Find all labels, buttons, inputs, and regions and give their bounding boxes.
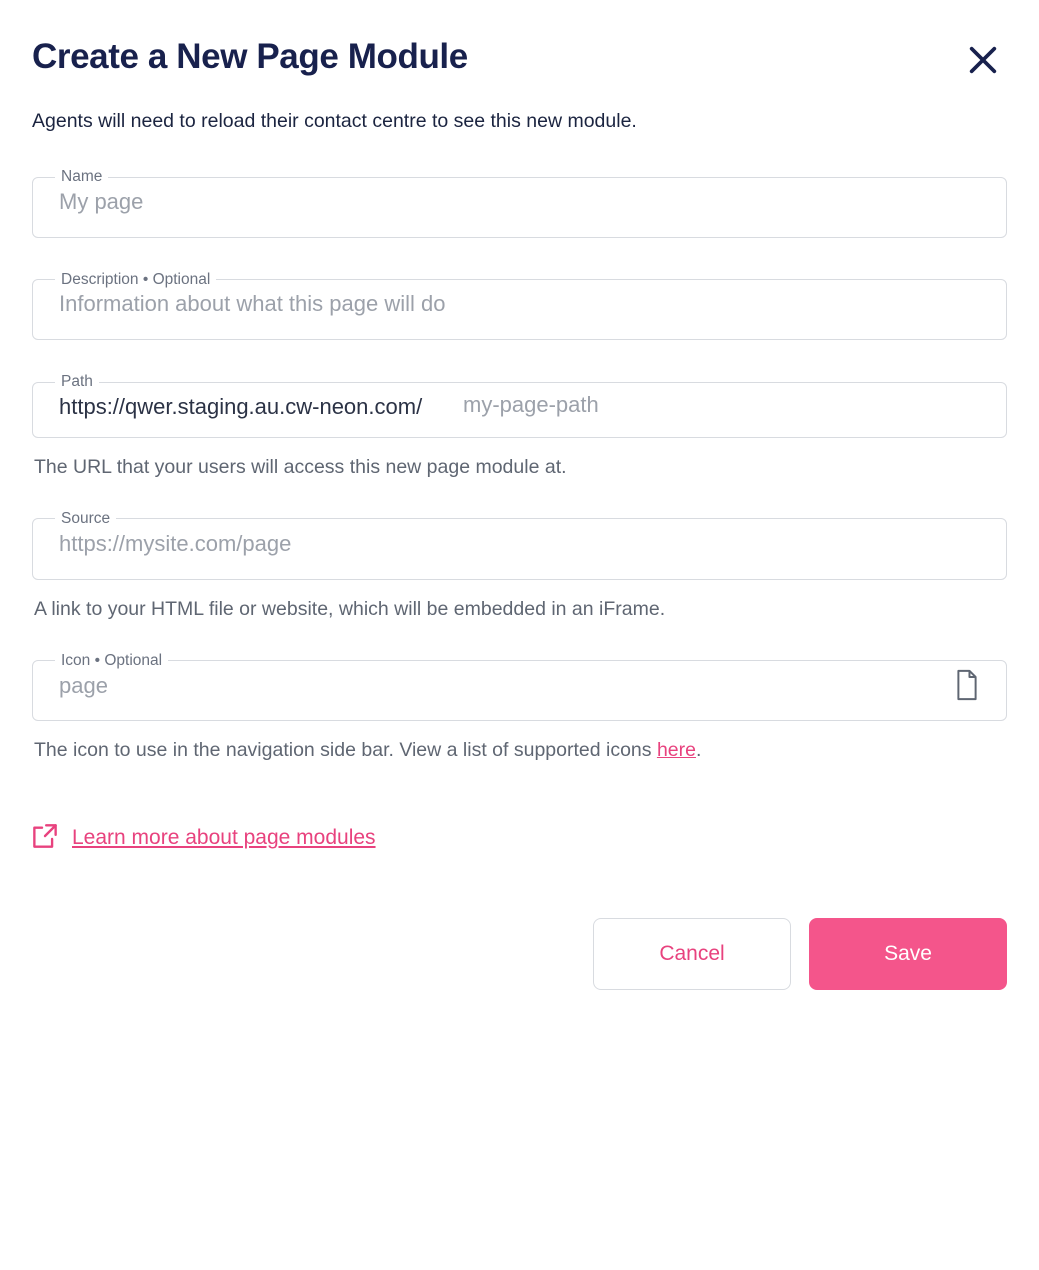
source-fieldset	[32, 511, 1007, 580]
name-fieldset	[32, 169, 1007, 238]
path-fieldset	[32, 374, 1007, 438]
dialog-subtitle: Agents will need to reload their contact centre to see this new module.	[32, 110, 637, 132]
cancel-button[interactable]: Cancel	[593, 918, 791, 990]
icon-label: Icon • Optional	[61, 651, 163, 669]
source-field-block	[32, 511, 1007, 623]
page-icon	[950, 668, 984, 702]
icon-field-block	[32, 653, 1007, 765]
external-link-icon	[32, 823, 58, 854]
close-icon	[966, 43, 1000, 77]
icon-helper-after: .	[695, 739, 702, 762]
path-field-block	[32, 374, 1007, 481]
dialog-actions	[32, 918, 1007, 990]
source-input[interactable]	[33, 527, 1006, 579]
icon-helper-before: The icon to use in the navigation side bar. View a list of supported icons	[34, 739, 657, 762]
path-label: Path	[61, 373, 93, 391]
description-label: Description • Optional	[61, 270, 211, 288]
path-prefix: https://qwer.staging.au.cw-neon.com/	[59, 393, 423, 419]
description-fieldset	[32, 272, 1007, 341]
save-button[interactable]: Save	[809, 918, 1007, 990]
source-label: Source	[61, 510, 111, 528]
page-title: Create a New Page Module	[32, 37, 468, 76]
description-field-block	[32, 272, 1007, 341]
supported-icons-link[interactable]: here	[656, 739, 696, 762]
name-input[interactable]	[33, 185, 1006, 237]
icon-fieldset	[32, 653, 1007, 722]
learn-more-link[interactable]: Learn more about page modules	[72, 826, 376, 850]
name-label: Name	[61, 168, 103, 186]
description-input[interactable]	[33, 287, 1006, 339]
icon-helper-text	[34, 737, 1007, 764]
close-button[interactable]	[961, 38, 1005, 82]
path-input[interactable]	[463, 392, 1006, 418]
path-helper-text: The URL that your users will access this new page module at.	[34, 455, 567, 478]
source-helper-text: A link to your HTML file or website, which will be embedded in an iFrame.	[34, 597, 666, 620]
icon-input[interactable]	[33, 671, 950, 699]
dialog-header	[32, 36, 1007, 82]
name-field-block	[32, 169, 1007, 238]
learn-more-row	[32, 823, 1007, 854]
